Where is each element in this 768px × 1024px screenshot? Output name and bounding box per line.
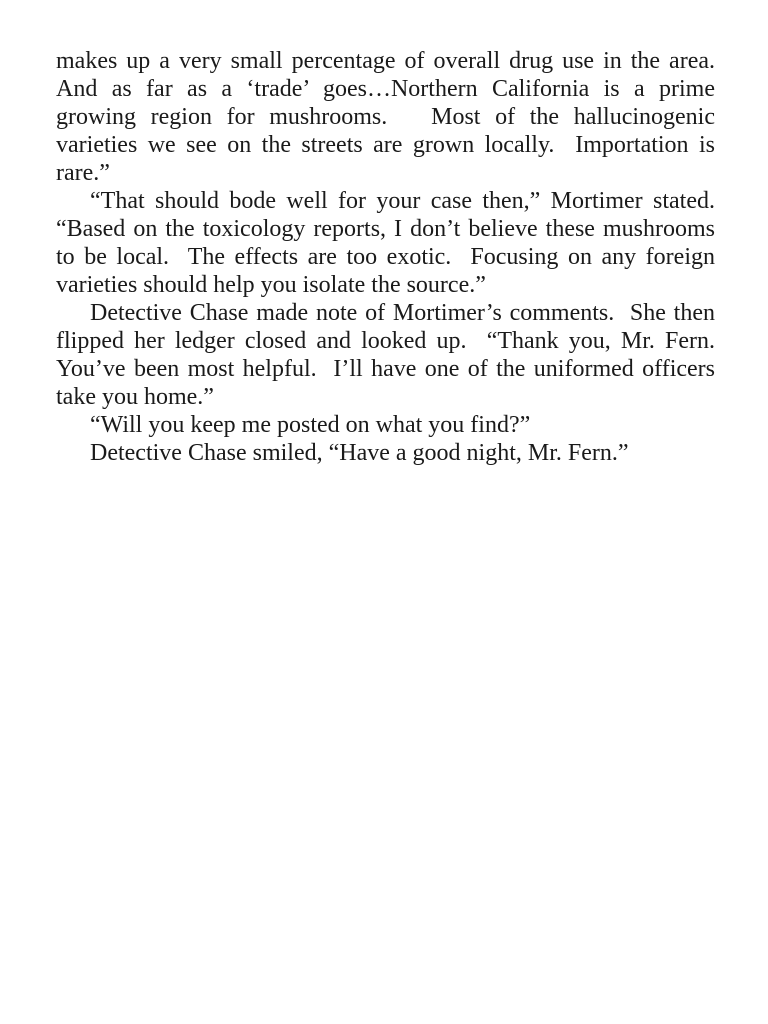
page-text [56,47,733,467]
paragraph: “That should bode well for your case then,” Mortimer stated. “Based on the toxicology reports, I don’t believe these mushrooms to be local. The effects are too exotic. Focusing on any foreign varieties should help you isolate the source.” [56,188,733,298]
paragraph: “Will you keep me posted on what you find?” [90,412,531,438]
paragraph: Detective Chase made note of Mortimer’s comments. She then flipped her ledger closed and looked up. “Thank you, Mr. Fern. You’ve been most helpful. I’ll have one of the uniformed officers take you home.” [56,300,727,410]
paragraph: makes up a very small percentage of overall drug use in the area. And as far as a ‘trade’ goes…Northern California is a prime growing region for mushrooms. Most of the hallucinogenic varieties we see on the streets are grown locally. Importation is rare.” [56,48,727,186]
paragraph: Detective Chase smiled, “Have a good night, Mr. Fern.” [90,440,629,466]
